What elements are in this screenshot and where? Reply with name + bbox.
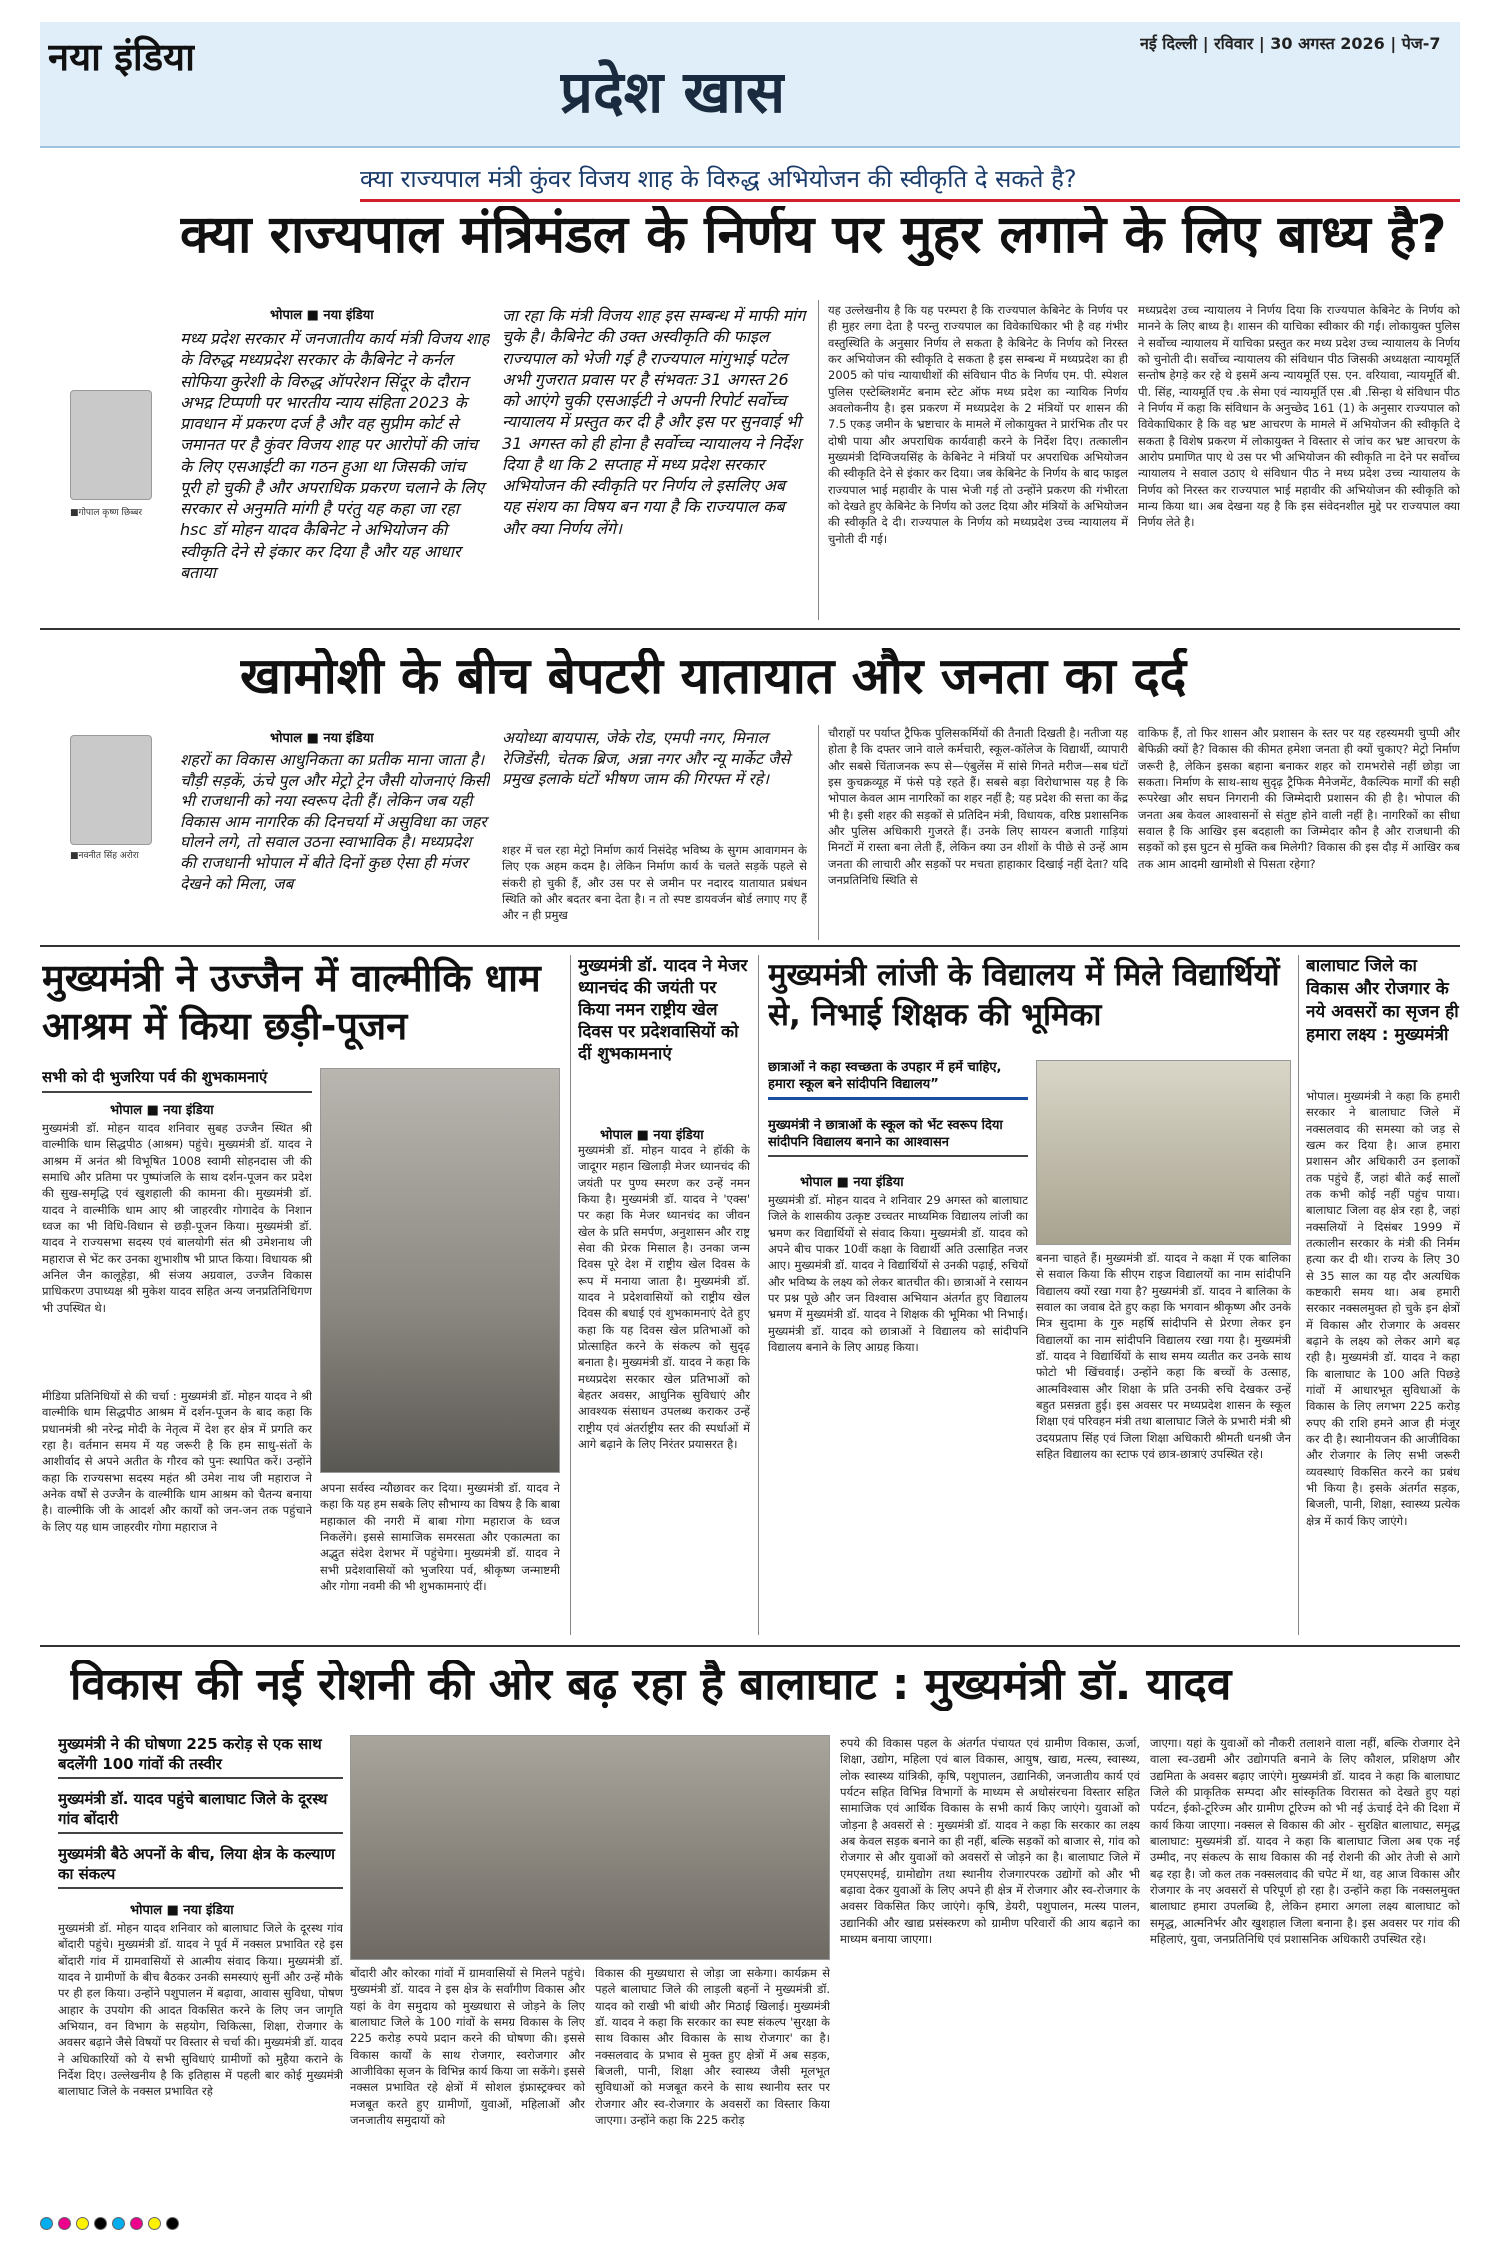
color-dot [166, 2217, 179, 2230]
story5-body-col2: बनना चाहते हैं। मुख्यमंत्री डॉ. यादव ने कक्षा में एक बालिका से सवाल किया कि सीएम राइज विद्यालयों का नाम सांदीपनि विद्यालय क्यों रखा गया है? मुख्यमंत्री डॉ. यादव ने बालिका के सवाल का जवाब देते हुए कहा कि भगवान श्रीकृष्ण और उनके मित्र सुदामा के गुरु महर्षि सांदीपनि से प्रेरणा लेकर इन विद्यालयों का नाम सांदीपनि विद्यालय रखा गया है। मुख्यमंत्री डॉ. यादव ने विद्यार्थियों के साथ समय व्यतीत कर उनके साथ फोटो भी खिंचवाई। उन्होंने कहा कि बच्चों के उत्साह, आत्मविश्वास और शिक्षा के प्रति उनकी रुचि देखकर उन्हें बहुत प्रसन्नता हुई। इस अवसर पर मध्यप्रदेश शासन के स्कूल शिक्षा एवं परिवहन मंत्री तथा बालाघाट जिले के प्रभारी मंत्री श्री उदयप्रताप सिंह एवं जिला शिक्षा अधिकारी श्रीमती धनश्री जैन सहित विद्यालय का स्टाफ एवं छात्र-छात्राएं उपस्थित रहे। [1036, 1251, 1291, 1461]
story7-body-col2: बोंदारी और कोरका गांवों में ग्रामवासियों से मिलने पहुंचे। मुख्यमंत्री डॉ. यादव ने इस क्षेत्र के सर्वांगीण विकास और यहां के वेग समुदाय को मुख्यधारा से जोड़ने के लिए बालाघाट जिले के 100 गांवों के समग्र विकास के लिए 225 करोड़ रुपये प्रदान करने की घोषणा की। इससे विकास कार्यों के साथ रोजगार, स्वरोजगार और आजीविका सृजन के विभिन्न कार्य किया जा सकेंगे। इससे नक्सल प्रभावित रहे क्षेत्रों में सोशल इंफ्रास्ट्रक्चर को मजबूत करते हुए ग्रामीणों, युवाओं, महिलाओं और जनजातीय समुदायों को [350, 1966, 585, 2127]
story4-body: मुख्यमंत्री डॉ. मोहन यादव ने हॉकी के जादूगर महान खिलाड़ी मेजर ध्यानचंद की जयंती पर पुण्य स्मरण कर उन्हें नमन किया है। मुख्यमंत्री डॉ. यादव ने 'एक्स' पर कहा कि मेजर ध्यानचंद का जीवन खेल के प्रति समर्पण, अनुशासन और राष्ट्र सेवा की प्रेरक मिसाल है। उनका जन्म दिवस पूरे देश में राष्ट्रीय खेल दिवस के रूप में मनाया जाता है। मुख्यमंत्री डॉ. यादव ने प्रदेशवासियों को राष्ट्रीय खेल दिवस की बधाई एवं शुभकामनाएं देते हुए कहा कि यह दिवस खेल प्रतिभाओं को प्रोत्साहित करने के संकल्प को सुदृढ़ बनाता है। मुख्यमंत्री डॉ. यादव ने कहा कि मध्यप्रदेश सरकार खेल प्रतिभाओं को बेहतर अवसर, आधुनिक सुविधाएं और आवश्यक संसाधन उपलब्ध कराकर उन्हें राष्ट्रीय एवं अंतर्राष्ट्रीय स्तर की स्पर्धाओं में आगे बढ़ाने के लिए निरंतर प्रयासरत है। [578, 1143, 750, 1451]
story1-lead-col2: जा रहा कि मंत्री विजय शाह इस सम्बन्ध में माफी मांग चुके है। कैबिनेट की उक्त अस्वीकृति की फाइल राज्यपाल को भेजी गई है राज्यपाल मांगुभाई पटेल अभी गुजरात प्रवास पर है संभवतः 31 अगस्त 26 को आएंगे चुकी एसआईटी ने अपनी रिपोर्ट सर्वोच्च न्यायालय में प्रस्तुत कर दी है और इस पर सुनवाई भी 31 अगस्त को ही होना है सर्वोच्च न्यायालय ने निर्देश दिया है था कि 2 सप्ताह में मध्य प्रदेश सरकार अभियोजन की स्वीकृति पर निर्णय ले इसलिए अब यह संशय का विषय बन गया है कि राज्यपाल कब और क्या निर्णय लेंगे। [502, 306, 806, 538]
author-caption: ■गोपाल कृष्ण छिब्बर [70, 508, 143, 518]
story1-headline: क्या राज्यपाल मंत्रिमंडल के निर्णय पर मुहर लगाने के लिए बाध्य है? [180, 206, 1447, 265]
story7-subhead1: मुख्यमंत्री ने की घोषणा 225 करोड़ से एक साथ बदलेंगी 100 गांवों की तस्वीर [58, 1735, 343, 1779]
story3-body-col1b: मीडिया प्रतिनिधियों से की चर्चा : मुख्यमंत्री डॉ. मोहन यादव ने श्री वाल्मीकि धाम सिद्धपीठ आश्रम में दर्शन-पूजन के बाद कहा कि प्रधानमंत्री श्री नरेन्द्र मोदी के नेतृत्व में देश हर क्षेत्र में प्रगति कर रहा है। वर्तमान समय में यह जरूरी है कि हम साधु-संतों के आशीर्वाद से अपने अतीत के गौरव को पुनः स्थापित करें। उन्होंने कहा कि राज्यसभा सदस्य महंत श्री उमेश नाथ जी महाराज ने अनेक वर्षों से उज्जैन के वाल्मीकि धाम आश्रम को चैतन्य बनाया है। वाल्मीकि जी के आदर्श और कार्यों को जन-जन तक पहुंचाने के लिए यह धाम जाहरवीर गोगा महाराज ने [42, 1389, 312, 1534]
section-title: प्रदेश खास [560, 58, 786, 126]
story2-byline: भोपाल ■ नया इंडिया [270, 731, 374, 746]
story5-subhead2: मुख्यमंत्री ने छात्राओं के स्कूल को भेंट स्वरूप दिया सांदीपनि विद्यालय बनाने का आश्वासन [768, 1118, 1028, 1157]
story1-body-col3: यह उल्लेखनीय है कि यह परम्परा है कि राज्यपाल केबिनेट के निर्णय पर ही मुहर लगा देता है परन्तु राज्यपाल का विवेकाधिकार भी है वह गंभीर वस्तुस्थिति के अनुसार निर्णय ले सकता है केबिनेट के निर्णय को निरस्त कर अभियोजन की स्वीकृति दे सकता है इस सम्बन्ध में मध्यप्रदेश का ही 2005 को पांच न्यायाधीशों की संविधान पीठ के निर्णय एम. पी. स्पेशल पुलिस एस्टेब्लिशमेंट बनाम स्टेट ऑफ मध्य प्रदेश का न्यायिक निर्णय अवलोकनीय है। इस प्रकरण में मध्यप्रदेश के 2 मंत्रियों पर शासन की 7.5 एकड़ जमीन के भ्रष्टाचार के मामले में लोकायुक्त ने प्रारंभिक तौर पर दोषी पाया और अपराधिक कार्यवाही करने के निर्देश दिए। तत्कालीन मुख्यमंत्री दिग्विजयसिंह के केबिनेट ने मंत्रियों पर अपराधिक अभियोजन की स्वीकृति देने से इंकार कर दिया। जब केबिनेट के निर्णय के बाद फाइल राज्यपाल भाई महावीर के पास भेजी गई तो उन्होंने प्रकरण की गंभीरता को देखते हुए केबिनेट के निर्णय को उलट दिया और मंत्रियों के अभियोजन की स्वीकृति दे दी। राज्यपाल के निर्णय को मध्यप्रदेश उच्च न्यायालय में चुनोती दी गई। [828, 303, 1128, 546]
print-color-bar [40, 2215, 1460, 2235]
story3-body-col1: मुख्यमंत्री डॉ. मोहन यादव शनिवार सुबह उज्जैन स्थित श्री वाल्मीकि धाम सिद्धपीठ (आश्रम) पहुंचे। मुख्यमंत्री डॉ. यादव ने आश्रम में अनंत श्री विभूषित 1008 स्वामी सोहनदास जी की समाधि और प्रतिमा पर पुष्पांजलि के साथ दर्शन-पूजन कर प्रदेश की सुख-समृद्धि एवं खुशहाली की कामना की। मुख्यमंत्री डॉ. यादव ने वाल्मीकि धाम आए श्री जाहरवीर गोगादेव के निशान ध्वज का भी विधि-विधान से छड़ी-पूजन किया। मुख्यमंत्री डॉ. यादव ने राज्यसभा सदस्य एवं बालयोगी संत श्री उमेशनाथ जी महाराज से भेंट कर उनका शुभाशीष भी प्राप्त किया। विधायक श्री अनिल जैन कालूहेड़ा, श्री संजय अग्रवाल, उज्जैन विकास प्राधिकरण उपाध्यक्ष श्री मुकेश यादव सहित अन्य जनप्रतिनिधिगण भी उपस्थित थे। [42, 1121, 312, 1315]
author-photo [70, 390, 152, 500]
story3-body-col2: अपना सर्वस्व न्यौछावर कर दिया। मुख्यमंत्री डॉ. यादव ने कहा कि यह हम सबके लिए सौभाग्य का विषय है कि बाबा महाकाल की नगरी में बाबा गोगा महाराज के ध्वज निकलेंगे। इससे सामाजिक समरसता और एकात्मता का अद्भुत संदेश देशभर में पहुंचेगा। मुख्यमंत्री डॉ. यादव ने सभी प्रदेशवासियों को भुजरिया पर्व, श्रीकृष्ण जन्माष्टमी और गोगा नवमी की भी शुभकामनाएं दीं। [320, 1481, 560, 1593]
story6-body: भोपाल। मुख्यमंत्री ने कहा कि हमारी सरकार ने बालाघाट जिले में नक्सलवाद की समस्या को जड़ से खत्म कर दिया है। आज हमारा प्रशासन और अधिकारी उन इलाकों तक पहुंचे हैं, जहां बीते कई सालों तक कभी कोई नहीं पहुंच पाया। बालाघाट जिला वह क्षेत्र रहा है, जहां नक्सलियों ने दिसंबर 1999 में तत्कालीन सरकार के मंत्री की निर्मम हत्या कर दी थी। राज्य के लिए 30 से 35 साल का यह दौर अत्यधिक कष्टकारी समय था। अब हमारी सरकार नक्सलमुक्त हो चुके इन क्षेत्रों में विकास और रोजगार के अवसर बढ़ाने के लक्ष्य को लेकर आगे बढ़ रही है। मुख्यमंत्री डॉ. यादव ने कहा कि बालाघाट के 100 अति पिछड़े गांवों में आधारभूत सुविधाओं के विकास के लिए लगभग 225 करोड़ रुपए की राशि हमने आज ही मंजूर कर दी है। स्थानीयजन की आजीविका और रोजगार के लिए सभी जरूरी व्यवस्थाएं विकसित करने का प्रबंध भी किया है। इसके अंतर्गत सड़क, बिजली, पानी, शिक्षा, स्वास्थ्य प्रत्येक क्षेत्र में कार्य किए जाएंगे। [1306, 1089, 1460, 1528]
story5-subhead1: छात्राओं ने कहा स्वच्छता के उपहार में हमें चाहिए, हमारा स्कूल बने सांदीपनि विद्यालय” [768, 1060, 1028, 1100]
story7-byline: भोपाल ■ नया इंडिया [130, 1903, 234, 1918]
column-rule [1298, 955, 1299, 1635]
story7-body-col3: विकास की मुख्यधारा से जोड़ा जा सकेगा। कार्यक्रम से पहले बालाघाट जिले की लाड़ली बहनों ने मुख्यमंत्री डॉ. यादव को राखी भी बांधी और मिठाई खिलाई। मुख्यमंत्री डॉ. यादव ने कहा कि सरकार का स्पष्ट संकल्प 'सुरक्षा के साथ विकास और विकास के साथ रोजगार' का है। नक्सलवाद के प्रभाव से मुक्त हुए क्षेत्रों में अब सड़क, बिजली, पानी, शिक्षा और स्वास्थ्य जैसी मूलभूत सुविधाओं को मजबूत करने के साथ स्थानीय स्तर पर रोजगार और स्व-रोजगार के अवसरों का विस्तार किया जाएगा। उन्होंने कहा कि 225 करोड़ [595, 1966, 830, 2127]
author2-photo [70, 735, 152, 845]
story2-lead-col1: शहरों का विकास आधुनिकता का प्रतीक माना जाता है। चौड़ी सड़कें, ऊंचे पुल और मेट्रो ट्रेन जैसी योजनाएं किसी भी राजधानी को नया स्वरूप देती हैं। लेकिन जब यही विकास आम नागरिक की दिनचर्या में असुविधा का जहर घोलने लगे, तो सवाल उठना स्वाभाविक है। मध्यप्रदेश की राजधानी भोपाल में बीते दिनों कुछ ऐसा ही मंजर देखने को मिला, जब [180, 751, 490, 893]
story2-body-col2: शहर में चल रहा मेट्रो निर्माण कार्य निसंदेह भविष्य के सुगम आवागमन के लिए एक अहम कदम है। लेकिन निर्माण कार्य के चलते सड़कें पहले से संकरी हो चुकी हैं, और उस पर से जमीन पर नदारद यातायात प्रबंधन स्थिति को और बदतर बना देता है। न तो स्पष्ट डायवर्जन बोर्ड लगाए गए हैं और न ही प्रमुख [502, 843, 807, 923]
section-divider [40, 1645, 1460, 1647]
story5-byline: भोपाल ■ नया इंडिया [800, 1175, 904, 1190]
story7-body-col5: जाएगा। यहां के युवाओं को नौकरी तलाशने वाला नहीं, बल्कि रोजगार देने वाला स्व-उद्यमी और उद्योगपति बनाने के लिए कौशल, प्रशिक्षण और उद्यमिता के अवसर बढ़ाए जाएंगे। मुख्यमंत्री डॉ. यादव ने कहा कि बालाघाट जिले की प्राकृतिक सम्पदा और सांस्कृतिक विरासत को देखते हुए यहां पर्यटन, ईको-टूरिज्म और ग्रामीण टूरिज्म को भी नई ऊंचाई देने की दिशा में कार्य किया जाएगा। नक्सल से विकास की ओर - सुरक्षित बालाघाट, समृद्ध बालाघाट: मुख्यमंत्री डॉ. यादव ने कहा कि बालाघाट जिला अब एक नई उम्मीद, नए संकल्प के साथ विकास की नई रोशनी की ओर तेजी से आगे बढ़ रहा है। जो कल तक नक्सलवाद की चपेट में था, वह आज विकास और रोजगार के नए अवसरों से परिपूर्ण हो रहा है। उन्होंने कहा कि नक्सलमुक्त बालाघाट हमारा उपलब्धि है, लेकिन हमारा अगला लक्ष्य बालाघाट को समृद्ध, आत्मनिर्भर और खुशहाल जिला बनाना है। इस अवसर पर गांव की महिलाएं, युवा, जनप्रतिनिधि एवं प्रशासनिक अधिकारी उपस्थित रहे। [1150, 1736, 1460, 1946]
story2-body-col4: वाकिफ हैं, तो फिर शासन और प्रशासन के स्तर पर यह रहस्यमयी चुप्पी और बेफिक्री क्यों है? विकास की कीमत हमेशा जनता ही क्यों चुकाए? मेट्रो निर्माण जरूरी है, लेकिन इसका बहाना बनाकर शहर को रामभरोसे नहीं छोड़ा जा सकता। निर्माण के साथ-साथ सुदृढ़ ट्रैफिक मैनेजमेंट, वैकल्पिक मार्गों की सही रूपरेखा और सघन निगरानी की जिम्मेदारी प्रशासन की ही है। भोपाल की जनता अब केवल आश्वासनों से संतुष्ट होने वाली नहीं है। नागरिकों का सीधा सवाल है कि आखिर इस बदहाली का जिम्मेदार कौन है और राजधानी की सड़कों को इस घुटन से मुक्ति कब मिलेगी? विकास की इस दौड़ में आखिर कब तक आम आदमी खामोशी से पिसता रहेगा? [1138, 726, 1460, 871]
story2-body-col3: चौराहों पर पर्याप्त ट्रैफिक पुलिसकर्मियों की तैनाती दिखती है। नतीजा यह होता है कि दफ्तर जाने वाले कर्मचारी, स्कूल-कॉलेज के विद्यार्थी, व्यापारी और सबसे चिंताजनक रूप से—एंबुलेंस में सांसे गिनते मरीज—सब घंटों इस कुचक्रव्यूह में फंसे पड़े रहते हैं। सबसे बड़ा विरोधाभास यह है कि भोपाल केवल आम नागरिकों का शहर नहीं है; यह प्रदेश की सत्ता का केंद्र भी है। इसी शहर की सड़कों से प्रतिदिन मंत्री, विधायक, वरिष्ठ प्रशासनिक और पुलिस अधिकारी गुजरते हैं। उनके लिए सायरन बजाती गाड़ियां मिनटों में रास्ता बना लेती हैं, लेकिन क्या उन शीशों के पीछे से उन्हें आम जनता की लाचारी और सड़कों पर मचता हाहाकार दिखाई नहीं देता? यदि जनप्रतिनिधि स्थिति से [828, 726, 1128, 887]
author2-caption: ■नवनीत सिंह अरोरा [70, 851, 139, 861]
story3-headline: मुख्यमंत्री ने उज्जैन में वाल्मीकि धाम आश्रम में किया छड़ी-पूजन [42, 956, 541, 1048]
color-dot [112, 2217, 125, 2230]
story3-byline: भोपाल ■ नया इंडिया [110, 1103, 214, 1118]
section-divider [40, 628, 1460, 630]
color-dot [148, 2217, 161, 2230]
story7-body-col4: रुपये की विकास पहल के अंतर्गत पंचायत एवं ग्रामीण विकास, ऊर्जा, शिक्षा, उद्योग, महिला एवं बाल विकास, आयुष, खाद्य, मत्स्य, स्वास्थ्य, लोक स्वास्थ्य यांत्रिकी, कृषि, पशुपालन, उद्यानिकी, जनजातीय कार्य एवं पर्यटन सहित विभिन्न विभागों के माध्यम से अधोसंरचना विस्तार सहित सामाजिक एवं आर्थिक विकास के सभी कार्य किए जाएंगे। युवाओं को जोड़ना है अवसरों से : मुख्यमंत्री डॉ. यादव ने कहा कि सरकार का लक्ष्य अब केवल सड़क बनाने का ही नहीं, बल्कि सड़कों को बाजार से, गांव को रोजगार से और युवाओं को अवसरों से जोड़ने का है। बालाघाट जिले में एमएसएमई, ग्रामोद्योग तथा स्थानीय रोजगारपरक उद्योगों को और भी बढ़ावा देकर युवाओं के लिए अपने ही क्षेत्र में रोजगार और स्व-रोजगार के अवसर विकसित किए जाएंगे। कृषि, डेयरी, पशुपालन, मत्स्य पालन, उद्यानिकी और खाद्य प्रसंस्करण को ग्रामीण परिवारों की आय बढ़ाने का माध्यम बनाया जाएगा। [840, 1736, 1140, 1946]
column-rule [818, 725, 819, 940]
story4-headline: मुख्यमंत्री डॉ. यादव ने मेजर ध्यानचंद की जयंती पर किया नमन राष्ट्रीय खेल दिवस पर प्रदेशवासियों को दीं शुभकामनाएं [578, 956, 748, 1065]
story1-kicker: क्या राज्यपाल मंत्री कुंवर विजय शाह के विरुद्ध अभियोजन की स्वीकृति दे सकते है? [360, 162, 1460, 202]
story5-photo [1036, 1060, 1291, 1245]
story1-body-col4: मध्यप्रदेश उच्च न्यायालय ने निर्णय दिया कि राज्यपाल केबिनेट के निर्णय को मानने के लिए बाध्य है। शासन की याचिका स्वीकार की गई। लोकायुक्त पुलिस ने सर्वोच्च न्यायालय में याचिका प्रस्तुत कर मध्य प्रदेश उच्च न्यायालय के निर्णय को चुनोती दी। सर्वोच्च न्यायालय की संविधान पीठ जिसकी अध्यक्षता न्यायमूर्ति सन्तोष हेगड़े कर रहे थे इसमें अन्य न्यायमूर्ति एस. एन. वरियावा, न्यायमूर्ति बी. पी. सिंह, न्यायमूर्ति एच .के सेमा एवं न्यायमूर्ति एस .बी .सिन्हा थे संविधान पीठ ने निर्णय में कहा कि संविधान के अनुच्छेद 161 (1) के अनुसार राज्यपाल को विवेकाधिकार है कि वह भ्रष्ट आचरण के मामले में अभियोजन की स्वीकृति दे सकता है विशेष प्रकरण में लोकायुक्त ने विस्तार से जांच कर भ्रष्ट आचरण के आरोप प्रमाणित पाए थे उस पर भी अभियोजन की स्वीकृति ना देने पर सर्वोच्च न्यायालय ने सवाल उठाए थे संविधान पीठ ने मध्य प्रदेश उच्च न्यायालय के निर्णय को निरस्त कर राज्यपाल भाई महावीर की अभियोजन की स्वीकृति को मान्य किया था। अब देखना यह है कि इस संवेदनशील मुद्दे पर राज्यपाल क्या निर्णय लेते है। [1138, 303, 1460, 530]
story7-body-col1: मुख्यमंत्री डॉ. मोहन यादव शनिवार को बालाघाट जिले के दूरस्थ गांव बोंदारी पहुंचे। मुख्यमंत्री डॉ. यादव ने पूर्व में नक्सल प्रभावित रहे इस बोंदारी गांव में ग्रामवासियों से आत्मीय संवाद किया। मुख्यमंत्री डॉ. यादव ने ग्रामीणों के बीच बैठकर उनकी समस्याएं सुनीं और उन्हें मौके पर ही हल किया। उन्होंने पशुपालन में बढ़ावा, आवास सुविधा, पोषण आहार के उपयोग की आदत विकसित करने के लिए जन जागृति अभियान, वन विभाग के सहयोग, चिकित्सा, शिक्षा, रोजगार के अवसर बढ़ाने जैसे विषयों पर विस्तार से चर्चा की। मुख्यमंत्री डॉ. यादव ने अधिकारियों को ये सभी सुविधाएं ग्रामीणों को मुहैया कराने के निर्देश दिए। उल्लेखनीय है कि इतिहास में पहली बार कोई मुख्यमंत्री बालाघाट जिले के नक्सल प्रभावित रहे [58, 1921, 343, 2099]
newspaper-logo: नया इंडिया [48, 35, 195, 79]
story1-byline: भोपाल ■ नया इंडिया [270, 308, 374, 323]
story3-subhead: सभी को दी भुजरिया पर्व की शुभकामनाएं [42, 1068, 312, 1093]
story6-headline: बालाघाट जिले का विकास और रोजगार के नये अवसरों का सृजन ही हमारा लक्ष्य : मुख्यमंत्री [1306, 956, 1459, 1045]
color-dot [130, 2217, 143, 2230]
story7-subhead2: मुख्यमंत्री डॉ. यादव पहुंचे बालाघाट जिले के दूरस्थ गांव बोंदारी [58, 1790, 343, 1834]
story1-lead-col1: मध्य प्रदेश सरकार में जनजातीय कार्य मंत्री विजय शाह के विरुद्ध मध्यप्रदेश सरकार के कैबिनेट ने कर्नल सोफिया कुरेशी के विरुद्ध ऑपरेशन सिंदूर के दौरान अभद्र टिप्पणी पर भारतीय न्याय संहिता 2023 के प्रावधान में प्रकरण दर्ज है और वह सुप्रीम कोर्ट से जमानत पर है कुंवर विजय शाह पर आरोपों की जांच के लिए एसआईटी का गठन हुआ था जिसकी जांच पूरी हो चुकी है और अपराधिक प्रकरण चलाने के लिए सरकार से अनुमति मांगी है परंतु यह कहा जा रहा hsc डॉ मोहन यादव कैबिनेट ने अभियोजन की स्वीकृति देने से इंकार कर दिया है और यह आधार बताया [180, 329, 490, 582]
story5-body-col1: मुख्यमंत्री डॉ. मोहन यादव ने शनिवार 29 अगस्त को बालाघाट जिले के शासकीय उत्कृष्ट उच्चतर माध्यमिक विद्यालय लांजी का भ्रमण कर विद्यार्थियों से संवाद किया। मुख्यमंत्री डॉ. यादव को अपने बीच पाकर 10वीं कक्षा के विद्यार्थी अति उत्साहित नजर आए। मुख्यमंत्री डॉ. यादव ने विद्यार्थियों से उनकी पढ़ाई, रुचियों और भविष्य के लक्ष्य को लेकर बातचीत की। छात्राओं ने रसायन पर प्रश्न पूछे और जन विश्वास अभियान अंतर्गत हुए विद्यालय भ्रमण में मुख्यमंत्री डॉ. यादव ने शिक्षक की भूमिका भी निभाई। मुख्यमंत्री डॉ. यादव को छात्राओं ने विद्यालय को सांदीपनि विद्यालय बनाने के लिए आग्रह किया। [768, 1193, 1028, 1354]
story2-lead-col2: अयोध्या बायपास, जेके रोड, एमपी नगर, मिनाल रेजिडेंसी, चेतक ब्रिज, अन्ना नगर और न्यू मार्केट जैसे प्रमुख इलाके घंटों भीषण जाम की गिरफ्त में रहे। [502, 729, 790, 789]
color-dot [40, 2217, 53, 2230]
section-divider [40, 945, 1460, 947]
story2-headline: खामोशी के बीच बेपटरी यातायात और जनता का दर्द [240, 648, 1187, 705]
story7-headline: विकास की नई रोशनी की ओर बढ़ रहा है बालाघाट : मुख्यमंत्री डॉ. यादव [70, 1660, 1232, 1710]
color-dot [58, 2217, 71, 2230]
column-rule [758, 955, 759, 1635]
dateline: नई दिल्ली | रविवार | 30 अगस्त 2026 | पेज-7 [1140, 34, 1441, 53]
story3-photo [320, 1068, 560, 1473]
story4-byline: भोपाल ■ नया इंडिया [600, 1128, 704, 1143]
color-dot [76, 2217, 89, 2230]
story7-photo [350, 1735, 830, 1960]
column-rule [570, 955, 571, 1635]
story7-subhead3: मुख्यमंत्री बैठे अपनों के बीच, लिया क्षेत्र के कल्याण का संकल्प [58, 1845, 343, 1889]
column-rule [818, 300, 819, 620]
color-dot [94, 2217, 107, 2230]
story5-headline: मुख्यमंत्री लांजी के विद्यालय में मिले विद्यार्थियों से, निभाई शिक्षक की भूमिका [768, 957, 1280, 1034]
